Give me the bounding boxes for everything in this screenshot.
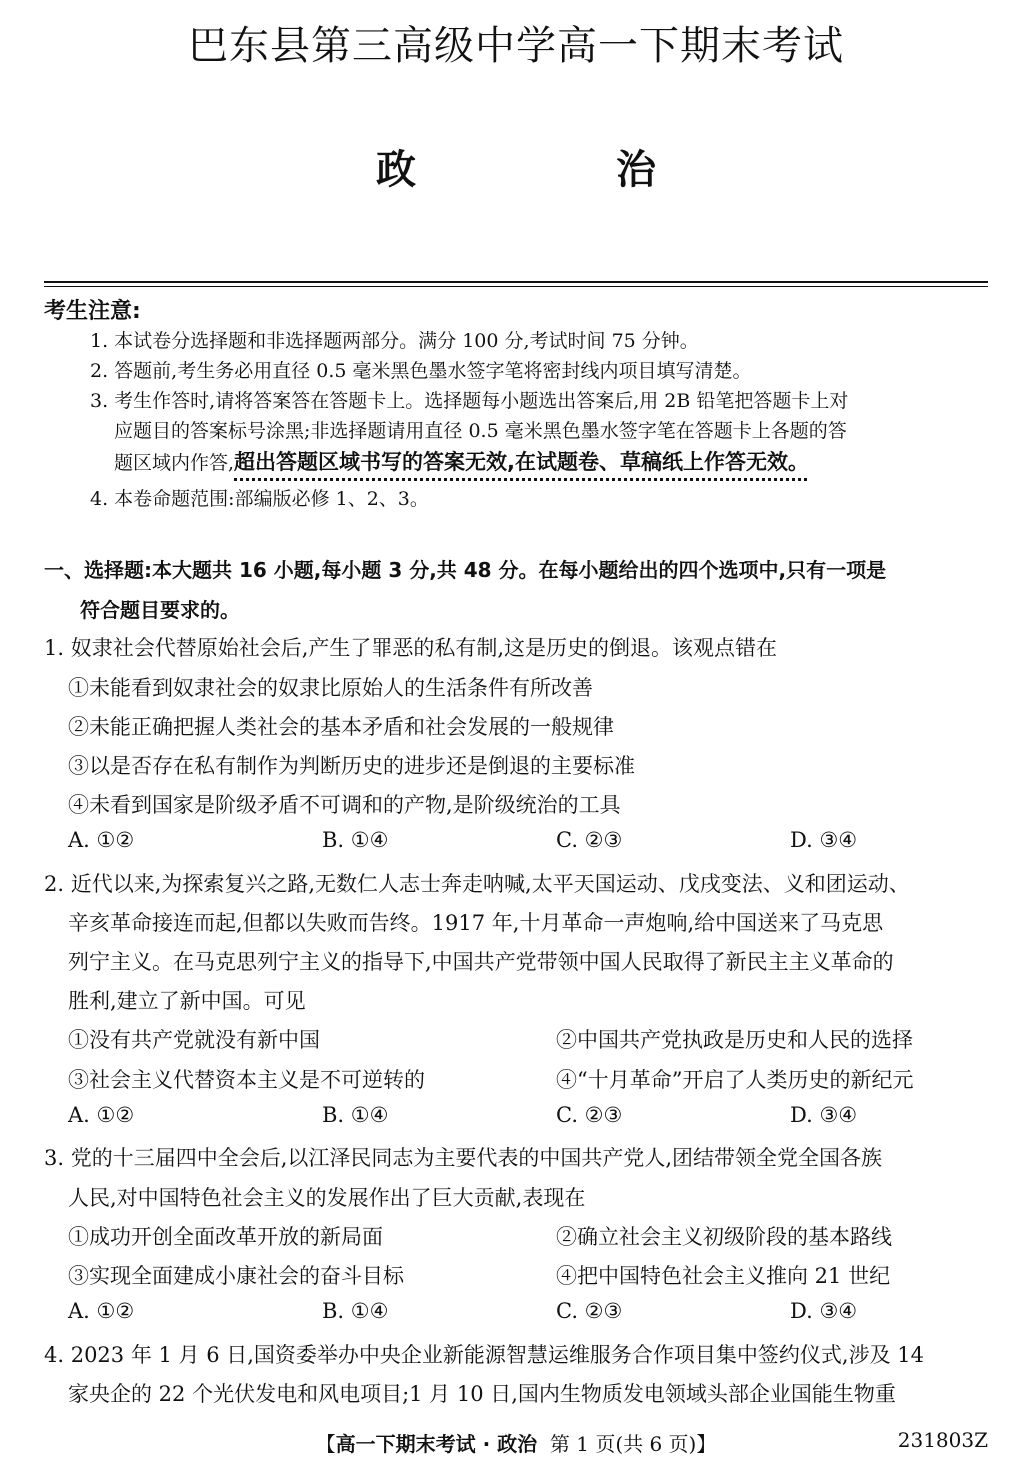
q4-stem-line-2: 家央企的 22 个光伏发电和风电项目;1 月 10 日,国内生物质发电领域头部企业国能生物重 (68, 1382, 896, 1406)
q2-stem-line-4: 胜利,建立了新中国。可见 (68, 989, 306, 1013)
q4-stem-line-1: 4. 2023 年 1 月 6 日,国资委举办中央企业新能源智慧运维服务合作项目集中签约仪式,涉及 14 (44, 1343, 924, 1367)
notice-item-1: 1. 本试卷分选择题和非选择题两部分。满分 100 分,考试时间 75 分钟。 (90, 330, 699, 352)
q3-choice-c: C. ②③ (556, 1299, 623, 1323)
q3-choice-d: D. ③④ (790, 1299, 858, 1323)
notice-item-3-tail: 题区域内作答, (114, 452, 235, 474)
q2-choice-a: A. ①② (68, 1103, 135, 1127)
notice-item-3-end (114, 446, 809, 476)
q1-item-3: ③以是否存在私有制作为判断历史的进步还是倒退的主要标准 (68, 754, 635, 778)
notice-emphasis: 超出答题区域书写的答案无效,在试题卷、草稿纸上作答无效。 (234, 450, 810, 474)
q1-item-1: ①未能看到奴隶社会的奴隶比原始人的生活条件有所改善 (68, 676, 593, 700)
q2-choice-d: D. ③④ (790, 1103, 858, 1127)
q3-stem-line-2: 人民,对中国特色社会主义的发展作出了巨大贡献,表现在 (68, 1186, 586, 1210)
q2-stem-line-3: 列宁主义。在马克思列宁主义的指导下,中国共产党带领中国人民取得了新民主主义革命的 (68, 950, 894, 974)
q2-choice-c: C. ②③ (556, 1103, 623, 1127)
divider-thick (44, 281, 988, 283)
q2-item-3: ③社会主义代替资本主义是不可逆转的 (68, 1068, 425, 1092)
q2-stem-line-2: 辛亥革命接连而起,但都以失败而告终。1917 年,十月革命一声炮响,给中国送来了马克思 (68, 911, 884, 935)
notice-heading: 考生注意: (44, 299, 141, 324)
paper-code: 231803Z (897, 1428, 988, 1452)
subject-char-2: 治 (616, 146, 656, 193)
q2-item-4: ④“十月革命”开启了人类历史的新纪元 (556, 1068, 914, 1092)
footer-exam-name: 高一下期末考试 · 政治 (335, 1432, 538, 1456)
notice-item-4: 4. 本卷命题范围:部编版必修 1、2、3。 (90, 488, 429, 510)
section-heading: 一、选择题:本大题共 16 小题,每小题 3 分,共 48 分。在每小题给出的四个选项中,只有一项是 (44, 558, 887, 582)
q3-item-2: ②确立社会主义初级阶段的基本路线 (556, 1225, 892, 1249)
divider-thin (44, 286, 988, 287)
q2-item-1: ①没有共产党就没有新中国 (68, 1028, 320, 1052)
page-footer (0, 1428, 1032, 1457)
footer-page-info: 第 1 页(共 6 页) (549, 1432, 697, 1456)
footer-bracket-left: 【 (315, 1432, 336, 1456)
subject-title (0, 138, 1032, 195)
q1-choice-c: C. ②③ (556, 828, 623, 852)
q3-item-1: ①成功开创全面改革开放的新局面 (68, 1225, 383, 1249)
q3-item-4: ④把中国特色社会主义推向 21 世纪 (556, 1264, 891, 1288)
q1-choice-d: D. ③④ (790, 828, 858, 852)
q3-item-3: ③实现全面建成小康社会的奋斗目标 (68, 1264, 404, 1288)
footer-bracket-right: 】 (696, 1432, 717, 1456)
q3-stem-line-1: 3. 党的十三届四中全会后,以江泽民同志为主要代表的中国共产党人,团结带领全党全国各族 (44, 1146, 883, 1170)
q1-item-4: ④未看到国家是阶级矛盾不可调和的产物,是阶级统治的工具 (68, 793, 621, 817)
q1-choice-a: A. ①② (68, 828, 135, 852)
exam-title: 巴东县第三高级中学高一下期末考试 (188, 23, 844, 69)
q1-choice-b: B. ①④ (322, 828, 389, 852)
q2-choice-b: B. ①④ (322, 1103, 389, 1127)
q2-item-2: ②中国共产党执政是历史和人民的选择 (556, 1028, 913, 1052)
q1-item-2: ②未能正确把握人类社会的基本矛盾和社会发展的一般规律 (68, 715, 614, 739)
section-heading-cont: 符合题目要求的。 (80, 598, 240, 622)
notice-item-3-cont: 应题目的答案标号涂黑;非选择题请用直径 0.5 毫米黑色墨水签字笔在答题卡上各题的答 (114, 420, 847, 442)
subject-char-1: 政 (376, 146, 416, 193)
notice-item-2: 2. 答题前,考生务必用直径 0.5 毫米黑色墨水签字笔将密封线内项目填写清楚。 (90, 360, 752, 382)
q3-choice-b: B. ①④ (322, 1299, 389, 1323)
notice-item-3: 3. 考生作答时,请将答案答在答题卡上。选择题每小题选出答案后,用 2B 铅笔把答题卡上对 (90, 390, 849, 412)
q2-stem-line-1: 2. 近代以来,为探索复兴之路,无数仁人志士奔走呐喊,太平天国运动、戊戌变法、义和团运动、 (44, 872, 910, 896)
q1-stem: 1. 奴隶社会代替原始社会后,产生了罪恶的私有制,这是历史的倒退。该观点错在 (44, 636, 778, 660)
q3-choice-a: A. ①② (68, 1299, 135, 1323)
